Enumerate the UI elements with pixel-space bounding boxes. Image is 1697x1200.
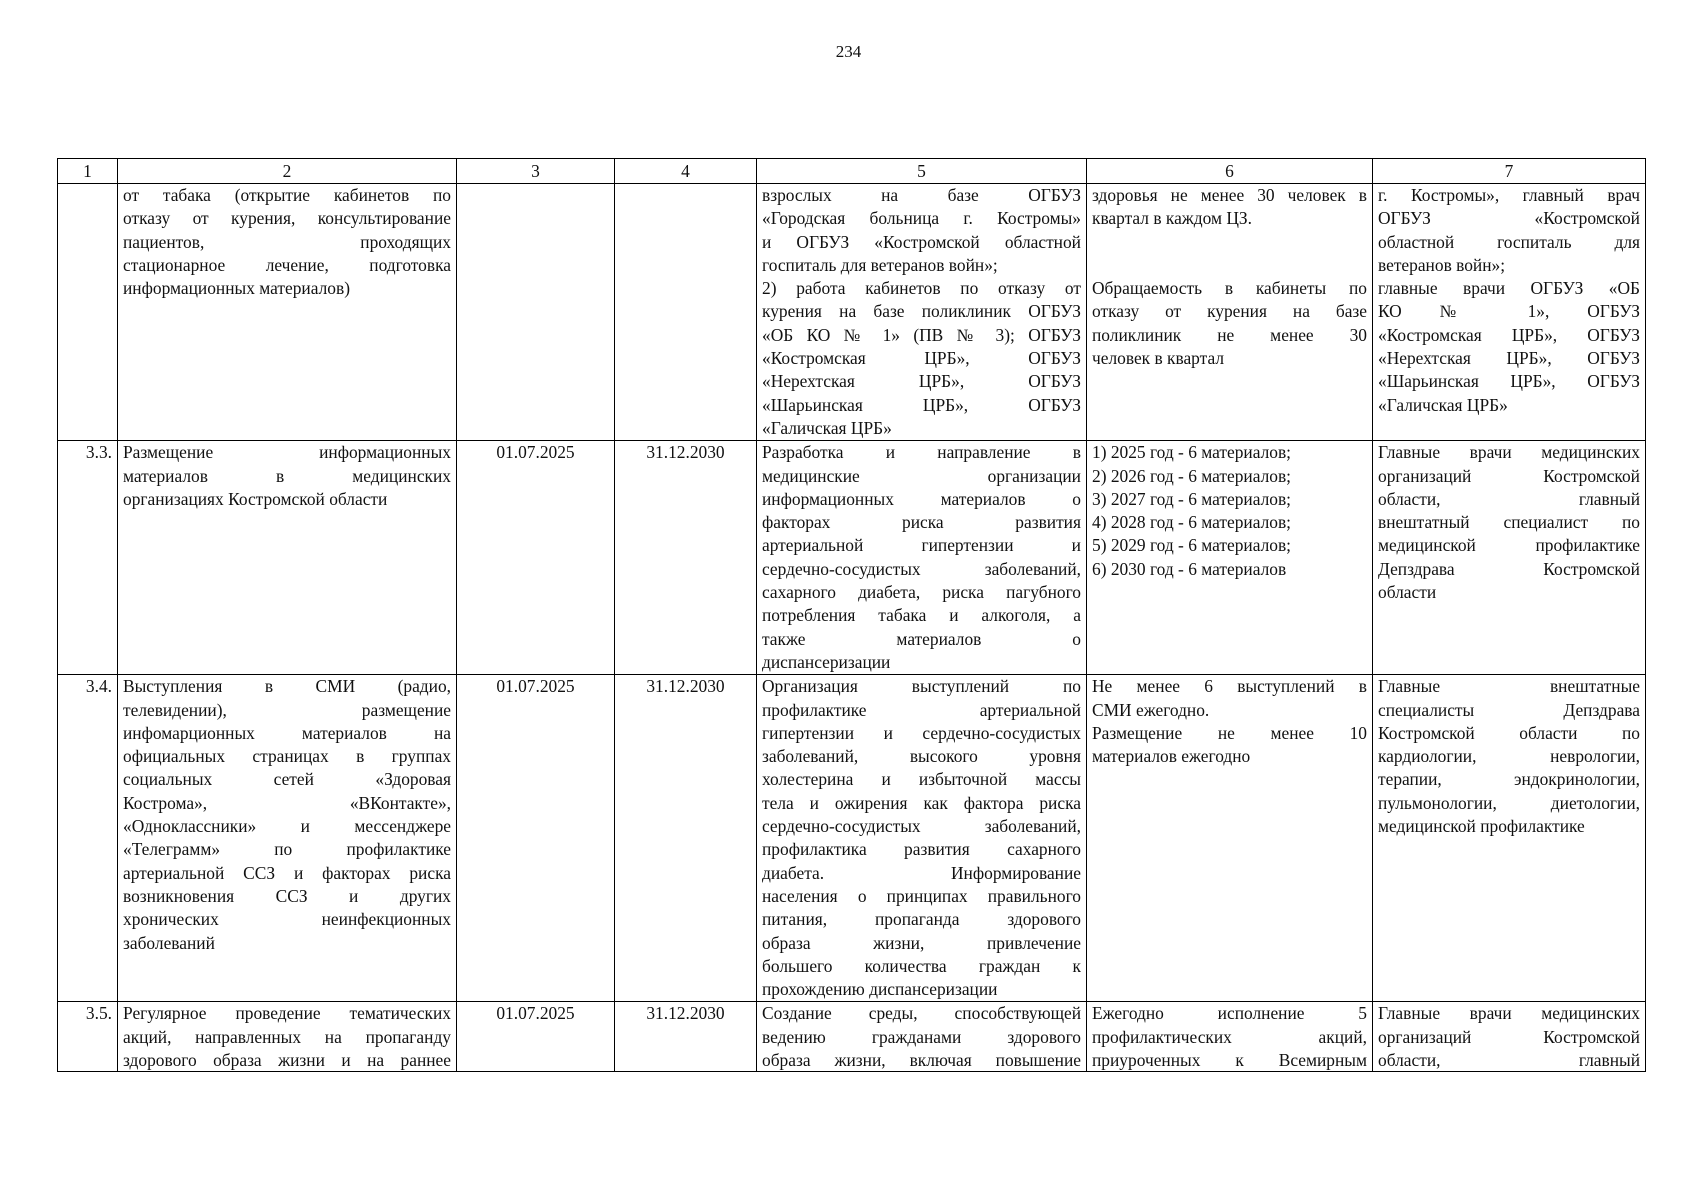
- table-row: [58, 1002, 1646, 1072]
- text-line: «Городская больница г. Костромы»: [762, 208, 1081, 229]
- text-line: диабета. Информирование: [762, 862, 1081, 883]
- text-line: 2) 2026 год - 6 материалов;: [1092, 465, 1291, 486]
- responsible-executors: [1373, 441, 1646, 675]
- text-line: Размещение не менее 10: [1092, 722, 1367, 743]
- text-line: образа жизни, включая повышение: [762, 1049, 1081, 1070]
- text-line: также материалов о: [762, 628, 1081, 649]
- text-line: СМИ ежегодно.: [1092, 699, 1210, 720]
- text-line: Регулярное проведение тематических: [123, 1003, 451, 1024]
- table-row: [58, 184, 1646, 441]
- text-line: ОГБУЗ «Костромской: [1378, 208, 1640, 229]
- text-line: Главные внештатные: [1378, 676, 1640, 697]
- column-header-3: 3: [457, 159, 615, 184]
- text-line: Депздрава Костромской: [1378, 558, 1640, 579]
- measure-title: [118, 184, 457, 441]
- start-date: 01.07.2025: [457, 441, 615, 675]
- column-number-row: [58, 159, 1646, 184]
- text-line: «Телеграмм» по профилактике: [123, 839, 451, 860]
- text-line: сахарного диабета, риска пагубного: [762, 582, 1081, 603]
- text-line: Выступления в СМИ (радио,: [123, 676, 451, 697]
- text-line: области, главный: [1378, 488, 1640, 509]
- text-line: квартал в каждом ЦЗ.: [1092, 208, 1252, 229]
- text-line: большего количества граждан к: [762, 955, 1081, 976]
- text-line: социальных сетей «Здоровая: [123, 769, 451, 790]
- end-date: [615, 184, 757, 441]
- text-line: Кострома», «ВКонтакте»,: [123, 792, 451, 813]
- text-line: медицинской профилактике: [1378, 535, 1640, 556]
- text-line: организациях Костромской области: [123, 488, 388, 509]
- measure-description: [757, 1002, 1087, 1072]
- responsible-executors: [1373, 184, 1646, 441]
- end-date: 31.12.2030: [615, 675, 757, 1002]
- text-line: холестерина и избыточной массы: [762, 769, 1081, 790]
- text-line: «Галичская ЦРБ»: [1378, 394, 1508, 415]
- text-line: поликлиник не менее 30: [1092, 324, 1367, 345]
- text-line: Не менее 6 выступлений в: [1092, 676, 1367, 697]
- text-line: официальных страницах в группах: [123, 746, 451, 767]
- text-line: медицинской профилактике: [1378, 816, 1585, 837]
- text-line: образа жизни, привлечение: [762, 932, 1081, 953]
- text-line: стационарное лечение, подготовка: [123, 254, 451, 275]
- text-line: 1) 2025 год - 6 материалов;: [1092, 442, 1291, 463]
- spacer: [1092, 254, 1367, 277]
- indicator: [1087, 675, 1373, 1002]
- column-header-4: 4: [615, 159, 757, 184]
- text-line: пульмонологии, диетологии,: [1378, 792, 1640, 813]
- text-line: областной госпиталь для: [1378, 231, 1640, 252]
- text-line: факторах риска развития: [762, 512, 1081, 533]
- text-line: сердечно-сосудистых заболеваний,: [762, 558, 1081, 579]
- text-line: профилактических акций,: [1092, 1026, 1367, 1047]
- text-line: госпиталь для ветеранов войн»;: [762, 254, 998, 275]
- text-line: отказу от курения на базе: [1092, 301, 1367, 322]
- text-line: Ежегодно исполнение 5: [1092, 1003, 1367, 1024]
- column-header-2: 2: [118, 159, 457, 184]
- row-number: 3.4.: [58, 675, 118, 1002]
- text-line: 6) 2030 год - 6 материалов: [1092, 558, 1287, 579]
- text-line: артериальной ССЗ и факторах риска: [123, 862, 451, 883]
- text-line: области: [1378, 582, 1437, 603]
- text-line: Организация выступлений по: [762, 676, 1081, 697]
- text-line: 4) 2028 год - 6 материалов;: [1092, 512, 1291, 533]
- text-line: «Костромская ЦРБ», ОГБУЗ: [762, 348, 1081, 369]
- start-date: 01.07.2025: [457, 1002, 615, 1072]
- text-line: «Одноклассники» и мессенджере: [123, 816, 451, 837]
- text-line: информационных материалов): [123, 278, 350, 299]
- text-line: «Костромская ЦРБ», ОГБУЗ: [1378, 324, 1640, 345]
- text-line: здорового образа жизни и на раннее: [123, 1049, 451, 1070]
- text-line: диспансеризации: [762, 651, 891, 672]
- indicator: [1087, 441, 1373, 675]
- text-line: КО № 1», ОГБУЗ: [1378, 301, 1640, 322]
- text-line: и ОГБУЗ «Костромской областной: [762, 231, 1081, 252]
- text-line: организаций Костромской: [1378, 465, 1640, 486]
- text-line: здоровья не менее 30 человек в: [1092, 185, 1367, 205]
- text-line: заболеваний, высокого уровня: [762, 746, 1081, 767]
- text-line: телевидении), размещение: [123, 699, 451, 720]
- text-line: терапии, эндокринологии,: [1378, 769, 1640, 790]
- text-line: информационных материалов о: [762, 488, 1081, 509]
- text-line: прохождению диспансеризации: [762, 979, 998, 1000]
- text-line: профилактика развития сахарного: [762, 839, 1081, 860]
- text-line: сердечно-сосудистых заболеваний,: [762, 816, 1081, 837]
- text-line: медицинские организации: [762, 465, 1081, 486]
- page-number: 234: [835, 42, 862, 61]
- measure-description: [757, 675, 1087, 1002]
- text-line: Создание среды, способствующей: [762, 1003, 1081, 1024]
- text-line: Обращаемость в кабинеты по: [1092, 278, 1367, 299]
- text-line: 5) 2029 год - 6 материалов;: [1092, 535, 1291, 556]
- text-line: пациентов, проходящих: [123, 231, 451, 252]
- measure-title: [118, 441, 457, 675]
- text-line: «Шарьинская ЦРБ», ОГБУЗ: [1378, 371, 1640, 392]
- text-line: гипертензии и сердечно-сосудистых: [762, 722, 1081, 743]
- start-date: 01.07.2025: [457, 675, 615, 1002]
- text-line: профилактике артериальной: [762, 699, 1081, 720]
- responsible-executors: [1373, 1002, 1646, 1072]
- text-line: «Галичская ЦРБ»: [762, 417, 892, 438]
- text-line: области, главный: [1378, 1049, 1640, 1070]
- spacer: [1092, 231, 1367, 254]
- text-line: «Шарьинская ЦРБ», ОГБУЗ: [762, 394, 1081, 415]
- text-line: населения о принципах правильного: [762, 885, 1081, 906]
- text-line: специалисты Депздрава: [1378, 699, 1640, 720]
- text-line: инфомарционных материалов на: [123, 722, 451, 743]
- column-header-5: 5: [757, 159, 1087, 184]
- column-header-1: 1: [58, 159, 118, 184]
- measure-description: [757, 441, 1087, 675]
- table-row: [58, 675, 1646, 1002]
- text-line: 3) 2027 год - 6 материалов;: [1092, 488, 1291, 509]
- text-line: потребления табака и алкоголя, а: [762, 605, 1081, 626]
- text-line: от табака (открытие кабинетов по: [123, 185, 451, 205]
- text-line: «ОБ КО № 1» (ПВ № 3); ОГБУЗ: [762, 324, 1081, 345]
- row-number: 3.5.: [58, 1002, 118, 1072]
- text-line: ветеранов войн»;: [1378, 254, 1506, 275]
- end-date: 31.12.2030: [615, 441, 757, 675]
- text-line: внештатный специалист по: [1378, 512, 1640, 533]
- text-line: материалов в медицинских: [123, 465, 451, 486]
- text-line: г. Костромы», главный врач: [1378, 185, 1640, 205]
- text-line: возникновения ССЗ и других: [123, 885, 451, 906]
- indicator: [1087, 1002, 1373, 1072]
- text-line: приуроченных к Всемирным: [1092, 1049, 1367, 1070]
- text-line: главные врачи ОГБУЗ «ОБ: [1378, 278, 1640, 299]
- text-line: «Нерехтская ЦРБ», ОГБУЗ: [762, 371, 1081, 392]
- text-line: кардиологии, неврологии,: [1378, 746, 1640, 767]
- measure-description: [757, 184, 1087, 441]
- measures-table: [57, 158, 1646, 1072]
- text-line: тела и ожирения как фактора риска: [762, 792, 1081, 813]
- text-line: Главные врачи медицинских: [1378, 442, 1640, 463]
- text-line: человек в квартал: [1092, 348, 1225, 369]
- measure-title: [118, 1002, 457, 1072]
- column-header-6: 6: [1087, 159, 1373, 184]
- text-line: организаций Костромской: [1378, 1026, 1640, 1047]
- text-line: Костромской области по: [1378, 722, 1640, 743]
- text-line: артериальной гипертензии и: [762, 535, 1081, 556]
- text-line: «Нерехтская ЦРБ», ОГБУЗ: [1378, 348, 1640, 369]
- text-line: хронических неинфекционных: [123, 909, 451, 930]
- measure-title: [118, 675, 457, 1002]
- table-row: [58, 441, 1646, 675]
- responsible-executors: [1373, 675, 1646, 1002]
- row-number: [58, 184, 118, 441]
- text-line: курения на базе поликлиник ОГБУЗ: [762, 301, 1081, 322]
- text-line: заболеваний: [123, 932, 215, 953]
- text-line: отказу от курения, консультирование: [123, 208, 451, 229]
- end-date: 31.12.2030: [615, 1002, 757, 1072]
- start-date: [457, 184, 615, 441]
- text-line: Разработка и направление в: [762, 442, 1081, 463]
- text-line: взрослых на базе ОГБУЗ: [762, 185, 1081, 205]
- indicator: [1087, 184, 1373, 441]
- column-header-7: 7: [1373, 159, 1646, 184]
- text-line: ведению гражданами здорового: [762, 1026, 1081, 1047]
- text-line: акций, направленных на пропаганду: [123, 1026, 451, 1047]
- text-line: материалов ежегодно: [1092, 746, 1251, 767]
- text-line: Размещение информационных: [123, 442, 451, 463]
- row-number: 3.3.: [58, 441, 118, 675]
- text-line: Главные врачи медицинских: [1378, 1003, 1640, 1024]
- text-line: питания, пропаганда здорового: [762, 909, 1081, 930]
- text-line: 2) работа кабинетов по отказу от: [762, 278, 1081, 299]
